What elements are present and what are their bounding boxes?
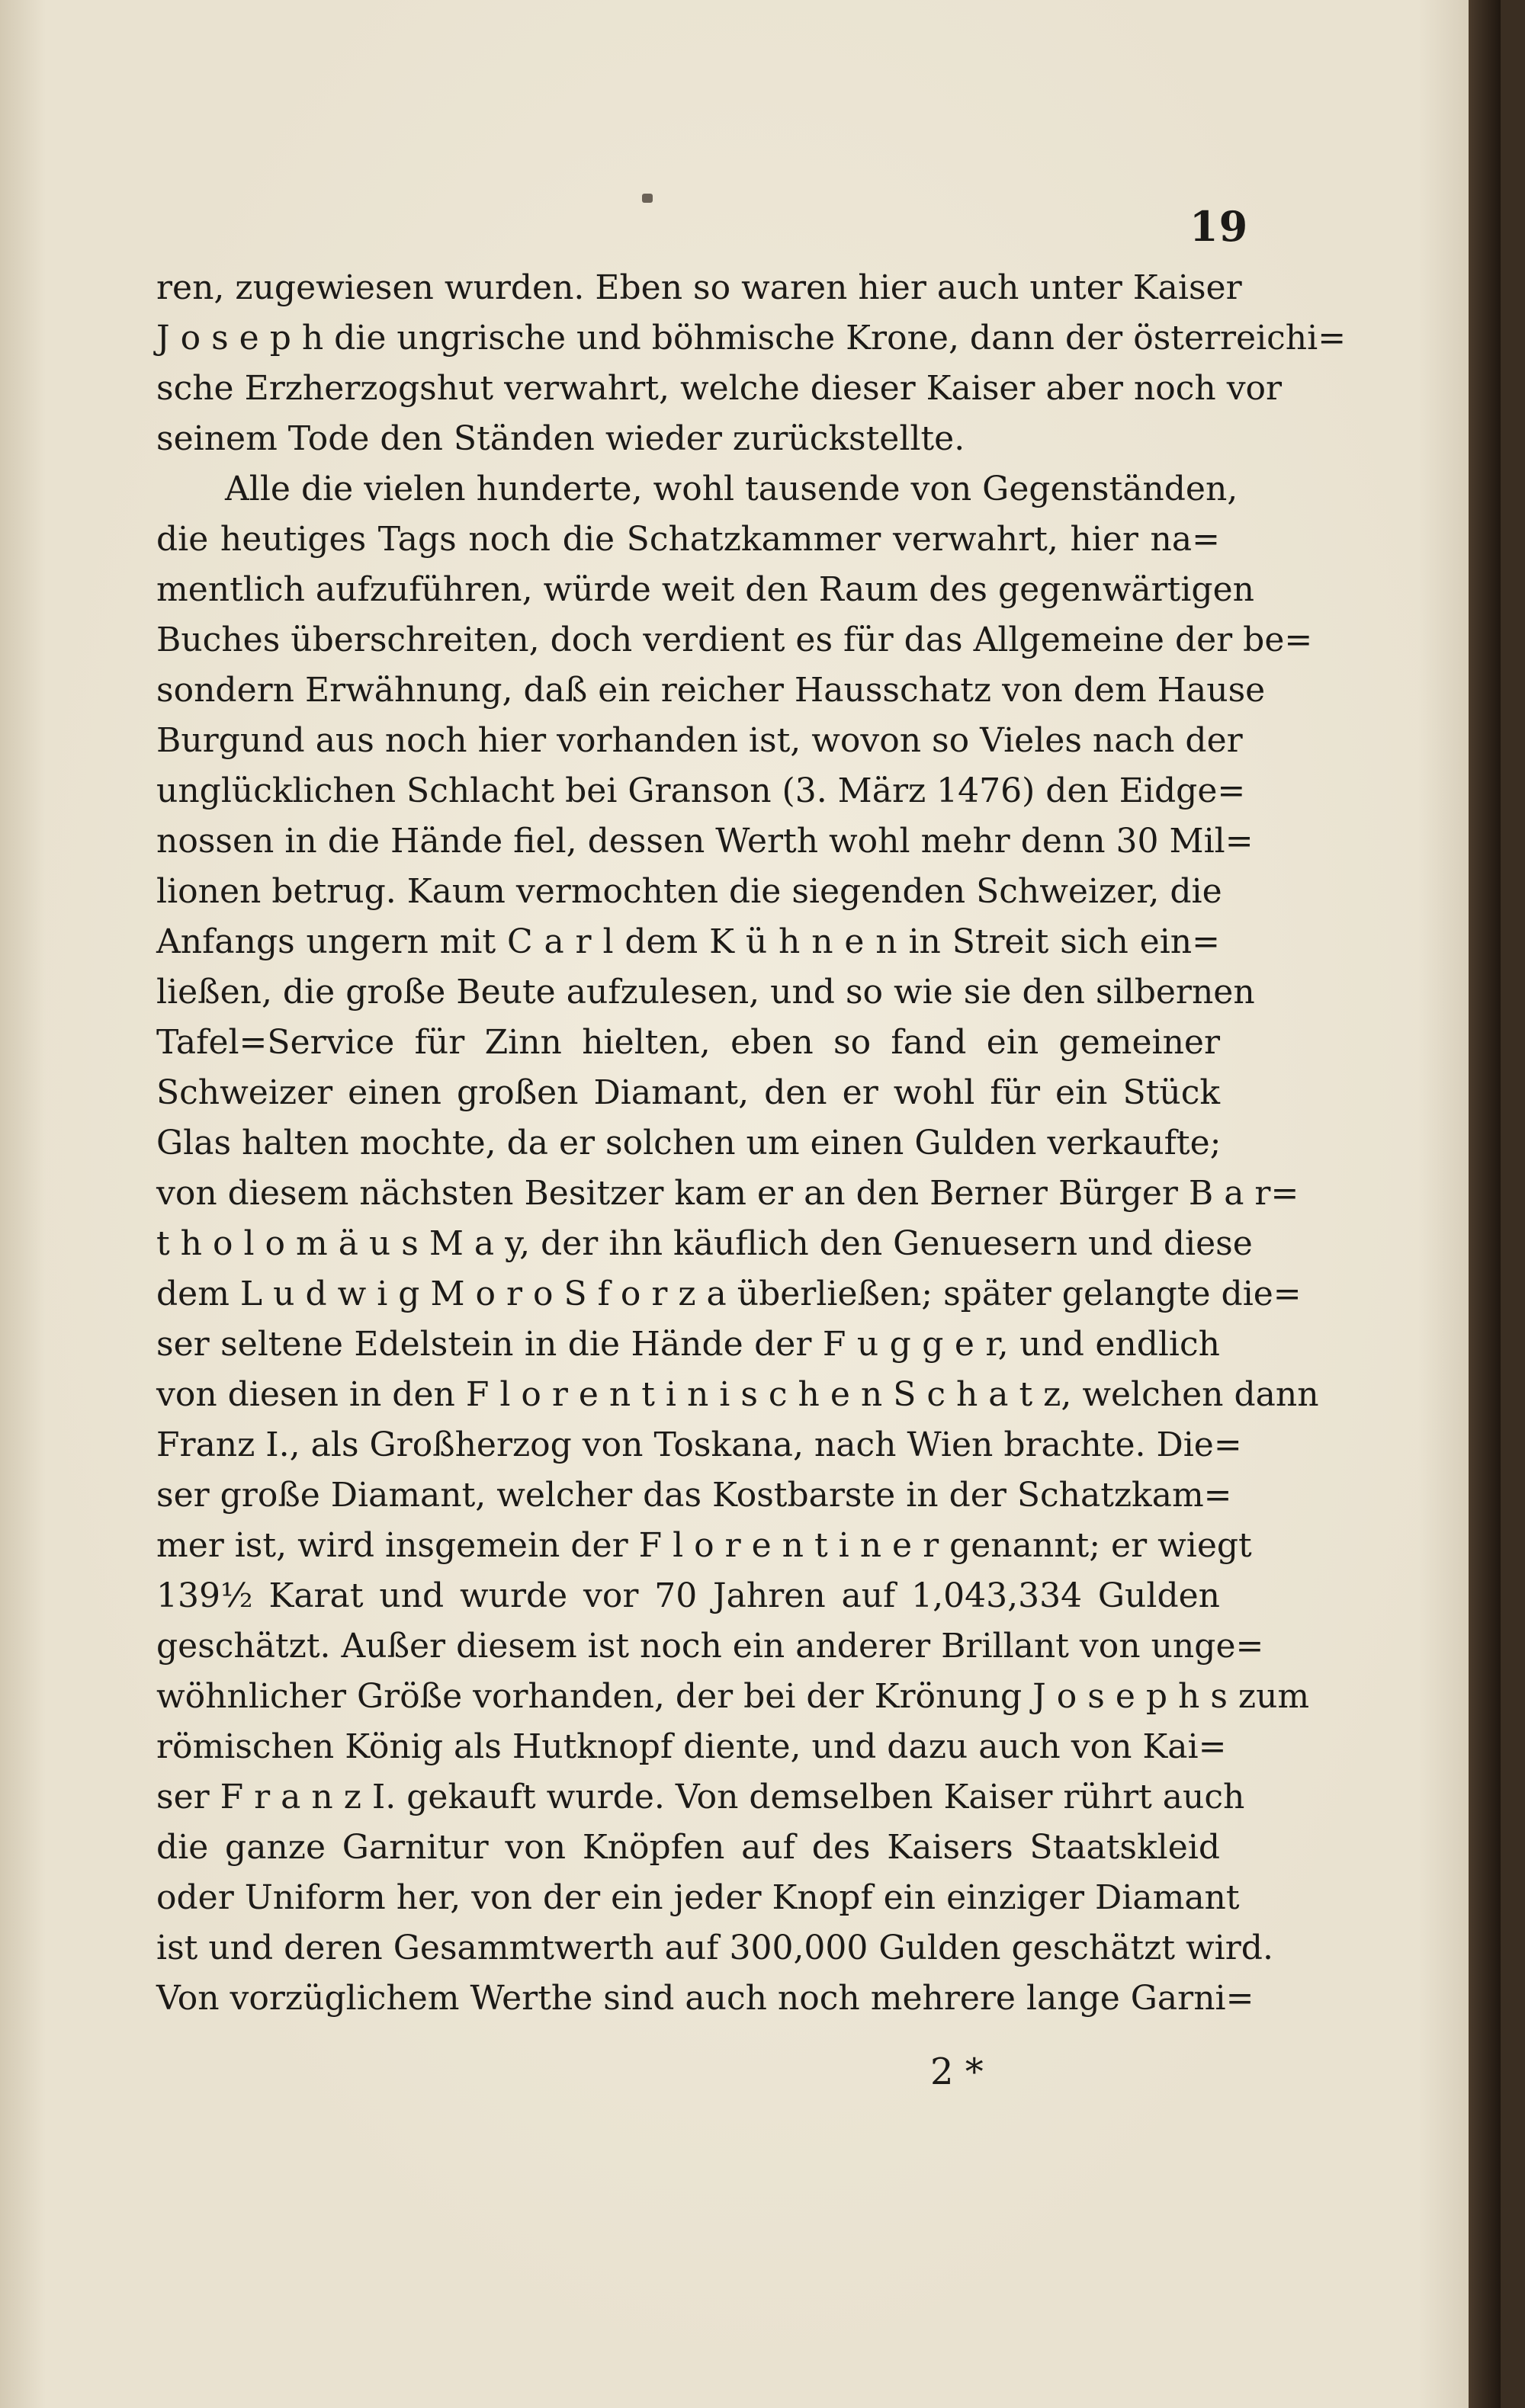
text-line: ser seltene Edelstein in die Hände der F u g g e r, und endlich <box>156 1325 1220 1364</box>
text-line: J o s e p h die ungrische und böhmische Krone, dann der österreichi= <box>156 319 1347 358</box>
text-line: von diesen in den F l o r e n t i n i s c h e n S c h a t z, welchen dann <box>156 1375 1319 1414</box>
text-line: geschätzt. Außer diesem ist noch ein anderer Brillant von unge= <box>156 1627 1264 1666</box>
text-line: ren, zugewiesen wurden. Eben so waren hier auch unter Kaiser <box>156 268 1242 307</box>
text-line: ser F r a n z I. gekauft wurde. Von demselben Kaiser rührt auch <box>156 1778 1245 1816</box>
text-line: nossen in die Hände fiel, dessen Werth wohl mehr denn 30 Mil= <box>156 822 1254 861</box>
text-line: Buches überschreiten, doch verdient es für das Allgemeine der be= <box>156 620 1313 659</box>
text-line: Anfangs ungern mit C a r l dem K ü h n e n in Streit sich ein= <box>156 922 1220 961</box>
text-line: die ganze Garnitur von Knöpfen auf des Kaisers Staatskleid <box>156 1828 1220 1867</box>
text-line: seinem Tode den Ständen wieder zurückstellte. <box>156 419 965 458</box>
text-line: römischen König als Hutknopf diente, und dazu auch von Kai= <box>156 1727 1227 1766</box>
text-line: Tafel=Service für Zinn hielten, eben so fand ein gemeiner <box>156 1023 1220 1062</box>
page-edge-shadow <box>1469 0 1501 2408</box>
ink-mark <box>642 194 653 203</box>
text-line: mentlich aufzuführen, würde weit den Raum des gegenwärtigen <box>156 570 1254 609</box>
text-line: sche Erzherzogshut verwahrt, welche dieser Kaiser aber noch vor <box>156 369 1283 408</box>
text-line: 139½ Karat und wurde vor 70 Jahren auf 1,043,334 Gulden <box>156 1576 1220 1615</box>
text-line: oder Uniform her, von der ein jeder Knopf ein einziger Diamant <box>156 1878 1240 1917</box>
text-line: ist und deren Gesammtwerth auf 300,000 Gulden geschätzt wird. <box>156 1929 1273 1967</box>
text-line: Franz I., als Großherzog von Toskana, nach Wien brachte. Die= <box>156 1425 1242 1464</box>
text-line: Von vorzüglichem Werthe sind auch noch mehrere lange Garni= <box>156 1979 1254 2018</box>
text-line: unglücklichen Schlacht bei Granson (3. März 1476) den Eidge= <box>156 771 1246 810</box>
text-line: ließen, die große Beute aufzulesen, und so wie sie den silbernen <box>156 973 1255 1012</box>
text-line: t h o l o m ä u s M a y, der ihn käuflich den Genuesern und diese <box>156 1224 1253 1263</box>
text-line: sondern Erwähnung, daß ein reicher Hausschatz von dem Hause <box>156 671 1266 710</box>
text-line: ser große Diamant, welcher das Kostbarste in der Schatzkam= <box>156 1476 1232 1515</box>
body-text <box>156 263 1347 2024</box>
text-line: dem L u d w i g M o r o S f o r z a überließen; später gelangte die= <box>156 1275 1302 1313</box>
text-line: von diesem nächsten Besitzer kam er an den Berner Bürger B a r= <box>156 1174 1299 1213</box>
text-line: mer ist, wird insgemein der F l o r e n t i n e r genannt; er wiegt <box>156 1526 1252 1565</box>
text-line: wöhnlicher Größe vorhanden, der bei der Krönung J o s e p h s zum <box>156 1677 1310 1716</box>
text-line: Burgund aus noch hier vorhanden ist, wovon so Vieles nach der <box>156 721 1243 760</box>
text-line: lionen betrug. Kaum vermochten die siegenden Schweizer, die <box>156 872 1222 911</box>
page-number: 19 <box>1190 202 1249 251</box>
text-line: Schweizer einen großen Diamant, den er wohl für ein Stück <box>156 1073 1220 1112</box>
text-line: Alle die vielen hunderte, wohl tausende von Gegenständen, <box>225 470 1238 508</box>
text-line: die heutiges Tags noch die Schatzkammer verwahrt, hier na= <box>156 520 1220 559</box>
signature-mark: 2 * <box>930 2050 984 2093</box>
text-line: Glas halten mochte, da er solchen um einen Gulden verkaufte; <box>156 1124 1222 1162</box>
